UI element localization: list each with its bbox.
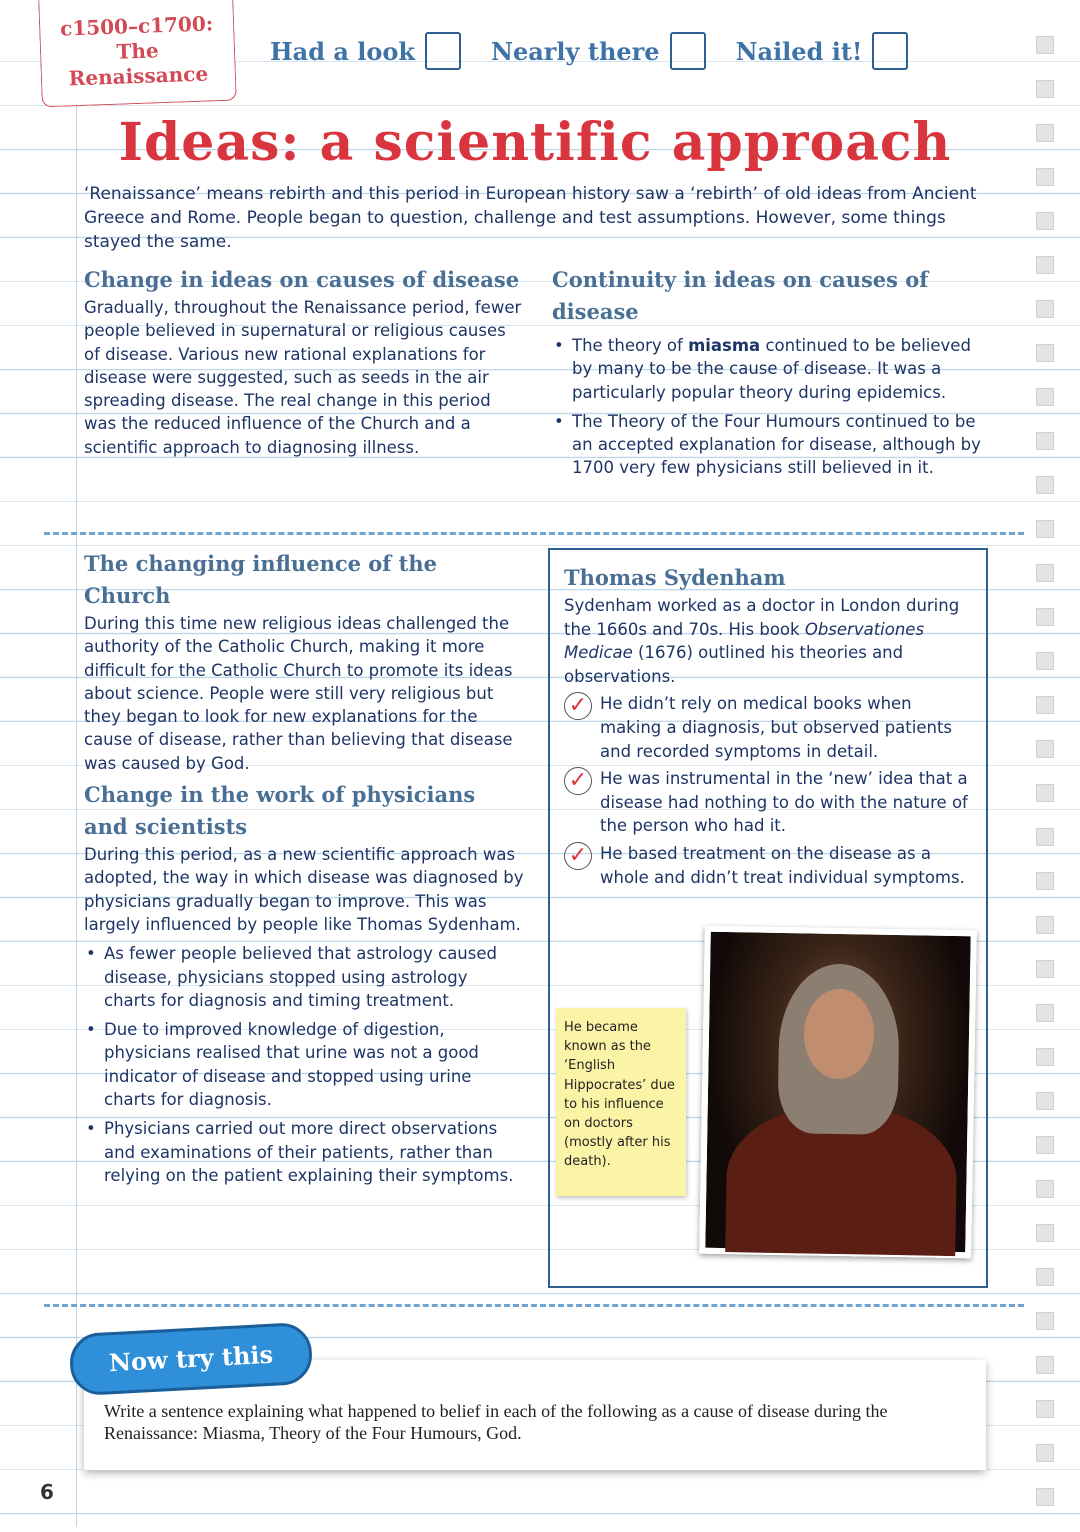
bullet-item: • The Theory of the Four Humours continued to be an accepted explanation for disease, although by 1700 very few physicians still believed in it. [552, 410, 982, 480]
church-section [84, 548, 524, 1187]
bullet-item: • Due to improved knowledge of digestion, physicians realised that urine was not a good indicator of disease and stopped using urine charts for diagnosis. [84, 1018, 524, 1111]
progress-had-a-look [270, 32, 461, 70]
progress-nearly-there [491, 32, 706, 70]
section-heading: Change in the work of physicians and scientists [84, 782, 476, 840]
binder-rings [1036, 36, 1056, 1532]
sydenham-portrait [699, 926, 977, 1259]
page-title: Ideas: a scientific approach [118, 112, 952, 173]
section-body: During this time new religious ideas challenged the authority of the Catholic Church, making it more difficult for the Catholic Church to promote its ideas about science. People were still very religious but they began to look for new explanations for the cause of disease, rather than believing that disease was caused by God. [84, 614, 513, 773]
checkmark-icon: ✓ [564, 692, 592, 720]
box-heading: Thomas Sydenham [564, 565, 786, 590]
progress-label: Nailed it! [735, 36, 863, 66]
section-body: Gradually, throughout the Renaissance period, fewer people believed in supernatural or religious causes of disease. Various new rational explanations for disease were suggested, such as seeds in the air spreading disease. The real change in this period was the reduced influence of the Church and a scientific approach to diagnosing illness. [84, 298, 522, 457]
progress-label: Had a look [270, 36, 416, 66]
intro-text: ‘Renaissance’ means rebirth and this period in European history saw a ‘rebirth’ of old ideas from Ancient Greece and Rome. People began to question, challenge and test assumptions. However, some things stayed the same. [84, 184, 977, 252]
bullet-item: • The theory of miasma continued to be believed by many to be the cause of disease. It was a particularly popular theory during epidemics. [552, 334, 982, 404]
dashed-divider [44, 532, 1024, 535]
progress-tracker [270, 32, 908, 70]
change-section [84, 264, 524, 459]
check-item: ✓ He was instrumental in the ‘new’ idea that a disease had nothing to do with the nature of the person who had it. [564, 767, 972, 838]
margin-line [76, 0, 77, 1527]
section-body: During this period, as a new scientific approach was adopted, the way in which disease was diagnosed by physicians gradually began to improve. This was largely influenced by people like Thomas Sydenham. [84, 845, 524, 934]
tab-line: The [116, 38, 160, 64]
period-tab [38, 0, 237, 107]
progress-nailed-it [736, 32, 909, 70]
checkmark-icon: ✓ [564, 842, 592, 870]
now-try-this-badge: Now try this [69, 1322, 314, 1397]
section-heading: The changing influence of the Church [84, 551, 437, 608]
tab-line: c1500–c1700: [59, 11, 214, 41]
task-text: Write a sentence explaining what happened to belief in each of the following as a cause of disease during the Renaissance: Miasma, Theory of the Four Humours, God. [104, 1401, 888, 1443]
checkbox[interactable] [425, 32, 461, 70]
bullet-item: • Physicians carried out more direct observations and examinations of their patients, rather than relying on the patient explaining their symptoms. [84, 1117, 524, 1187]
dashed-divider [44, 1304, 1024, 1307]
continuity-section [552, 264, 982, 480]
checkbox[interactable] [872, 32, 908, 70]
progress-label: Nearly there [491, 36, 660, 66]
sticky-note: He became known as the ‘English Hippocrates’ due to his influence on doctors (mostly after his death). [556, 1008, 686, 1196]
check-item: ✓ He based treatment on the disease as a whole and didn’t treat individual symptoms. [564, 842, 972, 889]
tab-line: Renaissance [68, 61, 209, 91]
bullet-item: • As fewer people believed that astrology caused disease, physicians stopped using astrology charts for diagnosis and timing treatment. [84, 942, 524, 1012]
check-item: ✓ He didn’t rely on medical books when making a diagnosis, but observed patients and recorded symptoms in detail. [564, 692, 972, 763]
box-body: Sydenham worked as a doctor in London during the 1660s and 70s. His book Observationes Medicae (1676) outlined his theories and observations. [564, 596, 960, 686]
checkmark-icon: ✓ [564, 767, 592, 795]
page-number: 6 [40, 1480, 54, 1504]
checkbox[interactable] [670, 32, 706, 70]
section-heading: Change in ideas on causes of disease [84, 267, 520, 292]
section-heading: Continuity in ideas on causes of disease [552, 267, 929, 324]
